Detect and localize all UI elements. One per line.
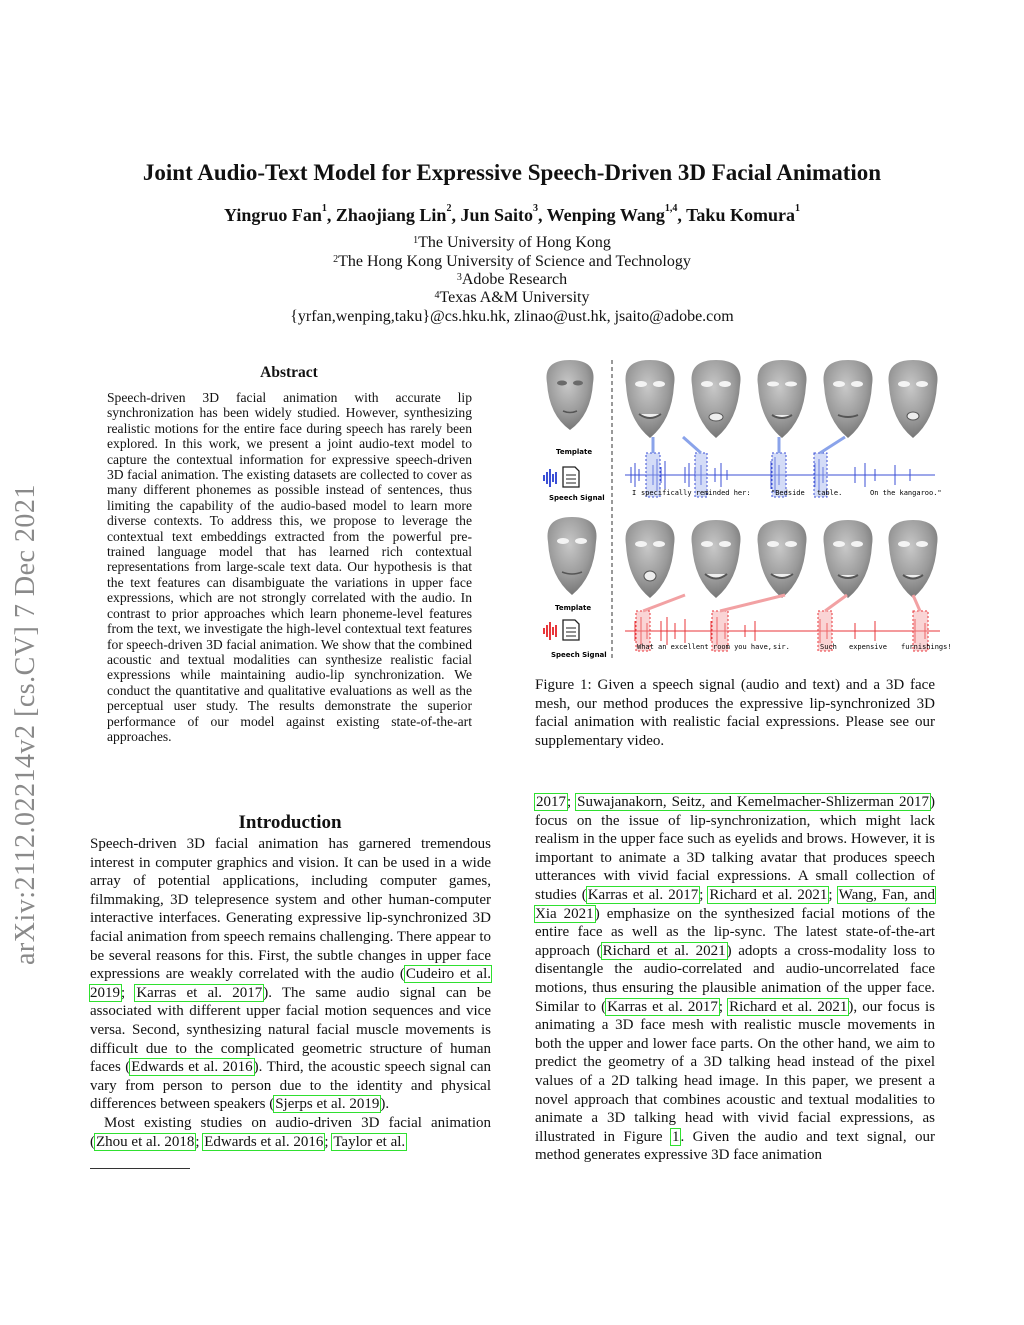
citation-link[interactable]: Richard et al. 2021 [709,886,828,903]
affiliation [0,253,1024,272]
word-label: What [637,643,654,651]
text-run: Most existing studies on audio-driven 3D facial animation ( [90,1114,491,1150]
aff-sup: 2 [333,254,339,265]
text-run: ; [567,794,577,810]
audio-wave-icon [543,622,557,640]
face-mesh-bottom-5 [889,520,938,598]
word-label: table. [817,489,843,497]
audio-wave-icon [543,469,557,487]
text-run: ). The same audio signal can be associated with different upper facial motion sequences and vice versa. Second, synthesizing natural facial muscle movements is difficult due to the complicated geometric structure of human faces ( [90,984,491,1076]
face-mesh-bottom-2 [692,520,741,598]
citation-link[interactable]: Richard et al. 2021 [729,998,848,1015]
face-mesh-top-3 [758,360,807,438]
text-run: ; [699,886,709,903]
aff-text: Adobe Research [461,271,568,288]
author-sup: 1 [321,203,327,214]
aff-text: The Hong Kong University of Science and Technology [338,253,691,270]
citation-link[interactable]: Karras et al. 2017 [587,886,699,903]
affiliation [0,234,1024,253]
citation-link[interactable]: Wang, Fan, and Xia 2021 [535,886,935,922]
word-label: room you have, [713,643,773,651]
author-sup: 1,4 [664,203,678,214]
aff-text: The University of Hong Kong [418,234,611,251]
text-run: ; [195,1133,204,1150]
word-label: "Bedside [771,489,805,497]
citation-link[interactable]: Cudeiro et al. 2019 [90,966,491,1001]
author-name: Jun Saito [460,205,533,225]
arrows-blue [653,437,845,453]
author-sup: 2 [446,203,452,214]
text-run: ; [121,984,136,1001]
author-sup: 1 [794,203,800,214]
author-list: Yingruo Fan$^1$, Zhaojiang Lin$^2$, Jun Saito$^3$, Wenping Wang$^{1,4}$, Taku Komura$^1$ [224,203,800,225]
author-emails: {yrfan,wenping,taku}@cs.hku.hk, zlinao@ust.hk, jsaito@adobe.com [290,308,734,325]
text-run: ; [718,998,729,1015]
word-label: On the kangaroo." [870,489,942,497]
aff-sup: 3 [456,272,462,283]
paragraph [535,793,935,1165]
word-label: specifically reminded her: [641,489,751,497]
introduction-heading: Introduction [238,812,342,833]
text-run: ) emphasize on the synthesized facial motions of the entire face as well as the lip-sync. The latest state-of-the-art approach ( [535,905,935,959]
figure-label: Template [555,604,592,612]
face-mesh-top-5 [889,360,938,438]
author-name: Zhaojiang Lin [335,205,447,225]
face-mesh-bottom-4 [824,520,873,598]
word-label: sir. [773,643,790,651]
face-mesh-bottom-template [548,517,597,595]
top-word-labels [632,489,942,497]
citation-link[interactable]: Karras et al. 2017 [136,984,263,1001]
face-mesh-top-2 [692,360,741,438]
aff-sup: 4 [434,290,440,301]
face-mesh-top-1 [626,360,675,438]
figure-reference-link[interactable]: 1 [671,1128,680,1145]
face-mesh-bottom-1 [626,520,675,598]
text-run: . Given the audio and text signal, our method generates expressive 3D face animation [535,1128,935,1164]
citation-link[interactable]: Edwards et al. 2016 [204,1133,324,1150]
citation-link[interactable]: Zhou et al. 2018 [96,1133,195,1150]
aff-sup: 1 [413,235,419,246]
word-label: furnishings! [901,643,952,651]
document-icon [563,620,579,640]
word-label: an excellent [658,643,709,651]
figure-1-caption: Figure 1: Given a speech signal (audio and text) and a 3D face mesh, our method produces the expressive lip-synchronized 3D facial animation with realistic facial expressions. Please see our supplementary video. [535,677,935,749]
text-run: ). [380,1096,390,1113]
waveform-red [625,617,940,645]
text-run: ; [324,1133,333,1150]
author-name: Taku Komura [686,205,795,225]
footnote-rule [90,1168,190,1169]
figure-label: Template [556,448,593,456]
paper-title: Joint Audio-Text Model for Expressive Speech-Driven 3D Facial Animation [142,160,882,185]
affiliation [0,271,1024,290]
citation-link[interactable]: Edwards et al. 2016 [131,1059,253,1076]
figure-1-graphic [535,355,952,665]
arrows-red [643,595,920,611]
paragraph [90,1114,491,1151]
bottom-word-labels [637,643,952,651]
text-run: Speech-driven 3D facial animation has garnered tremendous interest in computer graphics and vision. It can be used in a wide array of potential applications, including computer games, filmmaking, 3D telepresence system and other human-computer interactive interfaces. Generating expressive lip-synchronized 3D facial animation from speech remains challenging. There appear to be several reasons for this. First, the subtle changes in upper face expressions are weakly correlated with the audio ( [90,836,491,983]
citation-link[interactable]: Richard et al. 2021 [602,942,726,959]
text-run: ) adopts a cross-modality loss to disentangle the audio-correlated and audio-uncorrelated face motions, thus ensuring the plausible animation of the upper face. Similar to ( [535,942,935,1015]
citation-link[interactable]: Suwajanakorn, Seitz, and Kemelmacher-Shlizerman 2017 [577,794,929,810]
text-run: ) focus on the issue of lip-synchronization, which might lack realism in the upper face such as eyelids and brows. However, it is important to animate a 3D talking avatar that produces speech utterances with vivid facial expressions. A small collection of studies ( [535,794,935,903]
affiliation [0,289,1024,308]
arxiv-identifier: arXiv:2112.02214v2 [cs.CV] 7 Dec 2021 [10,484,41,965]
aff-text: Texas A&M University [439,289,590,306]
document-icon [563,467,579,487]
word-label: I [632,489,637,497]
figure-label: Speech Signal [551,651,607,659]
word-label: expensive [849,643,887,651]
intro-column-right [535,793,935,1165]
figure-1 [535,355,952,665]
text-run: ). Third, the acoustic speech signal can vary from person to person due to the identity and physical differences between speakers ( [90,1059,492,1113]
author-sup: 3 [532,203,538,214]
author-name: Wenping Wang [546,205,665,225]
word-label: Such [820,643,837,651]
text-run: ; [828,886,838,903]
abstract-body: Speech-driven 3D facial animation with accurate lip synchronization has been widely studied. However, synthesizing realistic motions for the entire face during speech has rarely been explored. In this work, we present a joint audio-text model to capture the contextual information for expressive speech-driven 3D facial animation. The existing datasets are collected to cover as many different phonemes as possible instead of sentences, thus limiting the capability of the audio-based model to learn more diverse contexts. To address this, we propose to leverage the contextual text embeddings extracted from the powerful pre-trained language model that has learned rich contextual representations from large-scale text data. Our hypothesis is that the text features can disambiguate the variations in upper face expressions, which are not strongly correlated with the audio. In contrast to prior approaches which learn phoneme-level features from the text, we investigate the high-level contextual text features for speech-driven 3D facial animation. We show that the combined acoustic and textual modalities can synthesize realistic facial expressions while maintaining audio-lip synchronization. We conduct the quantitative and qualitative evaluations as well as the perceptual user study. The results demonstrate the superior performance of our model against existing state-of-the-art approaches. [107,390,472,744]
figure-label: Speech Signal [549,494,605,502]
author-name: Yingruo Fan [224,205,322,225]
face-mesh-top-4 [824,360,873,438]
paragraph [90,835,491,1114]
text-run: ), our focus is animating a 3D face mesh with realistic muscle movements in both the upper and lower face parts. On the other hand, we aim to predict the geometry of a 3D talking head instead of the pixel values of a 2D talking head image. In this paper, we present a novel approach that combines acoustic and textual modalities to animate a 3D talking head with vivid facial expressions, as illustrated in Figure [535,998,935,1145]
citation-link[interactable]: 2017 [536,794,566,810]
citation-link[interactable]: Sjerps et al. 2019 [275,1096,380,1113]
face-mesh-bottom-3 [758,520,807,598]
face-mesh-top-template [546,360,593,430]
citation-link[interactable]: Karras et al. 2017 [607,998,718,1015]
citation-link[interactable]: Taylor et al. [333,1133,406,1150]
abstract-heading: Abstract [260,364,318,381]
intro-column-left [90,835,491,1151]
